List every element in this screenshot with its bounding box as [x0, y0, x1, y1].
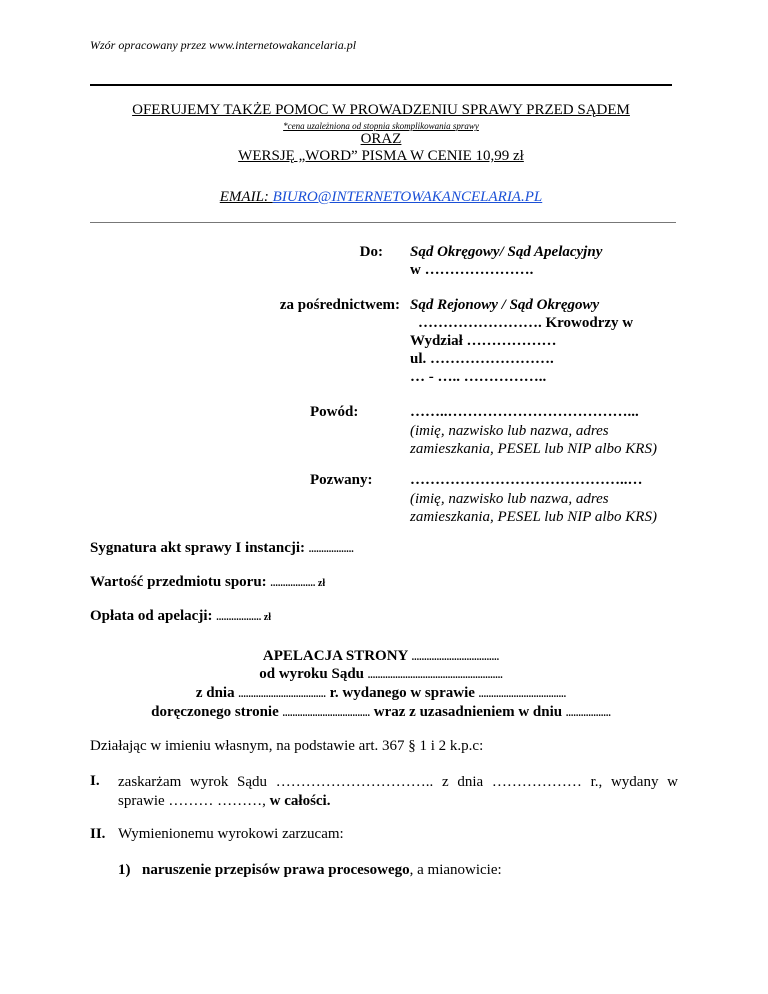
- appeal-court-dots: ......................................................: [367, 670, 503, 681]
- plaintiff-label: Powód:: [310, 404, 359, 420]
- served-party-dots: ...................................: [282, 708, 371, 719]
- email-line: [90, 189, 672, 206]
- signature-label: Sygnatura akt sprawy I instancji:: [90, 540, 309, 556]
- point-1-emphasis: w całości.: [269, 793, 331, 809]
- subpoint-1-body: , a mianowicie:: [409, 862, 502, 878]
- subpoint-1-text: [142, 862, 502, 879]
- banner-divider: [90, 222, 676, 223]
- fee-label: Opłata od apelacji:: [90, 608, 217, 624]
- to-city: w ………………….: [410, 262, 534, 278]
- point-1-number: I.: [90, 773, 100, 789]
- judgment-date-dots: ...................................: [238, 689, 326, 700]
- via-court: Sąd Rejonowy / Sąd Okręgowy: [410, 297, 600, 313]
- judgment-date-label: z dnia: [195, 685, 239, 701]
- signature-line: [90, 540, 354, 557]
- defendant-hint: (imię, nazwisko lub nazwa, adres zamieszkania, PESEL lub NIP albo KRS): [410, 491, 657, 525]
- defendant-value: ……………………………………..…: [410, 472, 643, 488]
- appeal-title-line1: [90, 648, 672, 665]
- word-version-offer: WERSJĘ „WORD” PISMA W CENIE 10,99 zł: [238, 148, 524, 164]
- appeal-title-line4: [90, 704, 672, 721]
- defendant-label: Pozwany:: [310, 472, 373, 488]
- via-line5: … - ….. ……………..: [410, 369, 547, 385]
- served-party-label: doręczonego stronie: [151, 704, 283, 720]
- claim-value-line: [90, 574, 325, 591]
- appeal-party-dots: ...................................: [411, 652, 500, 663]
- email-link[interactable]: BIURO@INTERNETOWAKANCELARIA.PL: [272, 189, 543, 205]
- and-label: ORAZ: [360, 131, 402, 147]
- price-note: *cena uzależniona od stopnia skomplikowania sprawy: [283, 121, 479, 131]
- fee-value: .................. zł: [216, 612, 271, 623]
- appeal-court-label: od wyroku Sądu: [259, 666, 368, 682]
- subpoint-1-emphasis: naruszenie przepisów prawa procesowego: [142, 862, 410, 878]
- claim-value-label: Wartość przedmiotu sporu:: [90, 574, 271, 590]
- claim-value-value: .................. zł: [270, 578, 326, 589]
- to-court: Sąd Okręgowy/ Sąd Apelacyjny: [410, 244, 603, 260]
- case-dots: ...................................: [478, 689, 567, 700]
- case-label: r. wydanego w sprawie: [325, 685, 479, 701]
- appeal-title-line3: [90, 685, 672, 702]
- point-1-body: zaskarżam wyrok Sądu ………………………….. z dnia ……………… r., wydany w sprawie ……… ………,: [118, 774, 678, 809]
- justification-label: wraz z uzasadnieniem w dniu: [370, 704, 566, 720]
- plaintiff-value: ……..………………………………...: [410, 404, 639, 420]
- appeal-title-line2: [90, 666, 672, 683]
- point-2-text: Wymienionemu wyrokowi zarzucam:: [118, 826, 344, 842]
- fee-line: [90, 608, 271, 625]
- point-1-text: [118, 773, 678, 811]
- justification-date-dots: ..................: [565, 708, 611, 719]
- via-line2: ……………………. Krowodrzy w: [418, 315, 634, 331]
- intro-paragraph: Działając w imieniu własnym, na podstawie art. 367 § 1 i 2 k.p.c:: [90, 738, 484, 754]
- signature-value: ..................: [308, 544, 354, 555]
- point-2-number: II.: [90, 826, 106, 842]
- price-note-wrap: [90, 120, 672, 131]
- to-label: Do:: [359, 244, 383, 260]
- source-note: Wzór opracowany przez www.internetowakancelaria.pl: [90, 38, 357, 52]
- header-divider: [90, 84, 672, 86]
- via-label: za pośrednictwem:: [279, 297, 400, 313]
- appeal-title: APELACJA STRONY: [262, 648, 412, 664]
- via-line3: Wydział ………………: [410, 333, 557, 349]
- plaintiff-hint: (imię, nazwisko lub nazwa, adres zamieszkania, PESEL lub NIP albo KRS): [410, 423, 657, 457]
- email-label: EMAIL:: [219, 189, 273, 205]
- via-line4: ul. …………………….: [410, 351, 554, 367]
- offer-banner: OFERUJEMY TAKŻE POMOC W PROWADZENIU SPRAWY PRZED SĄDEM: [132, 102, 630, 118]
- subpoint-1-number: 1): [118, 862, 131, 878]
